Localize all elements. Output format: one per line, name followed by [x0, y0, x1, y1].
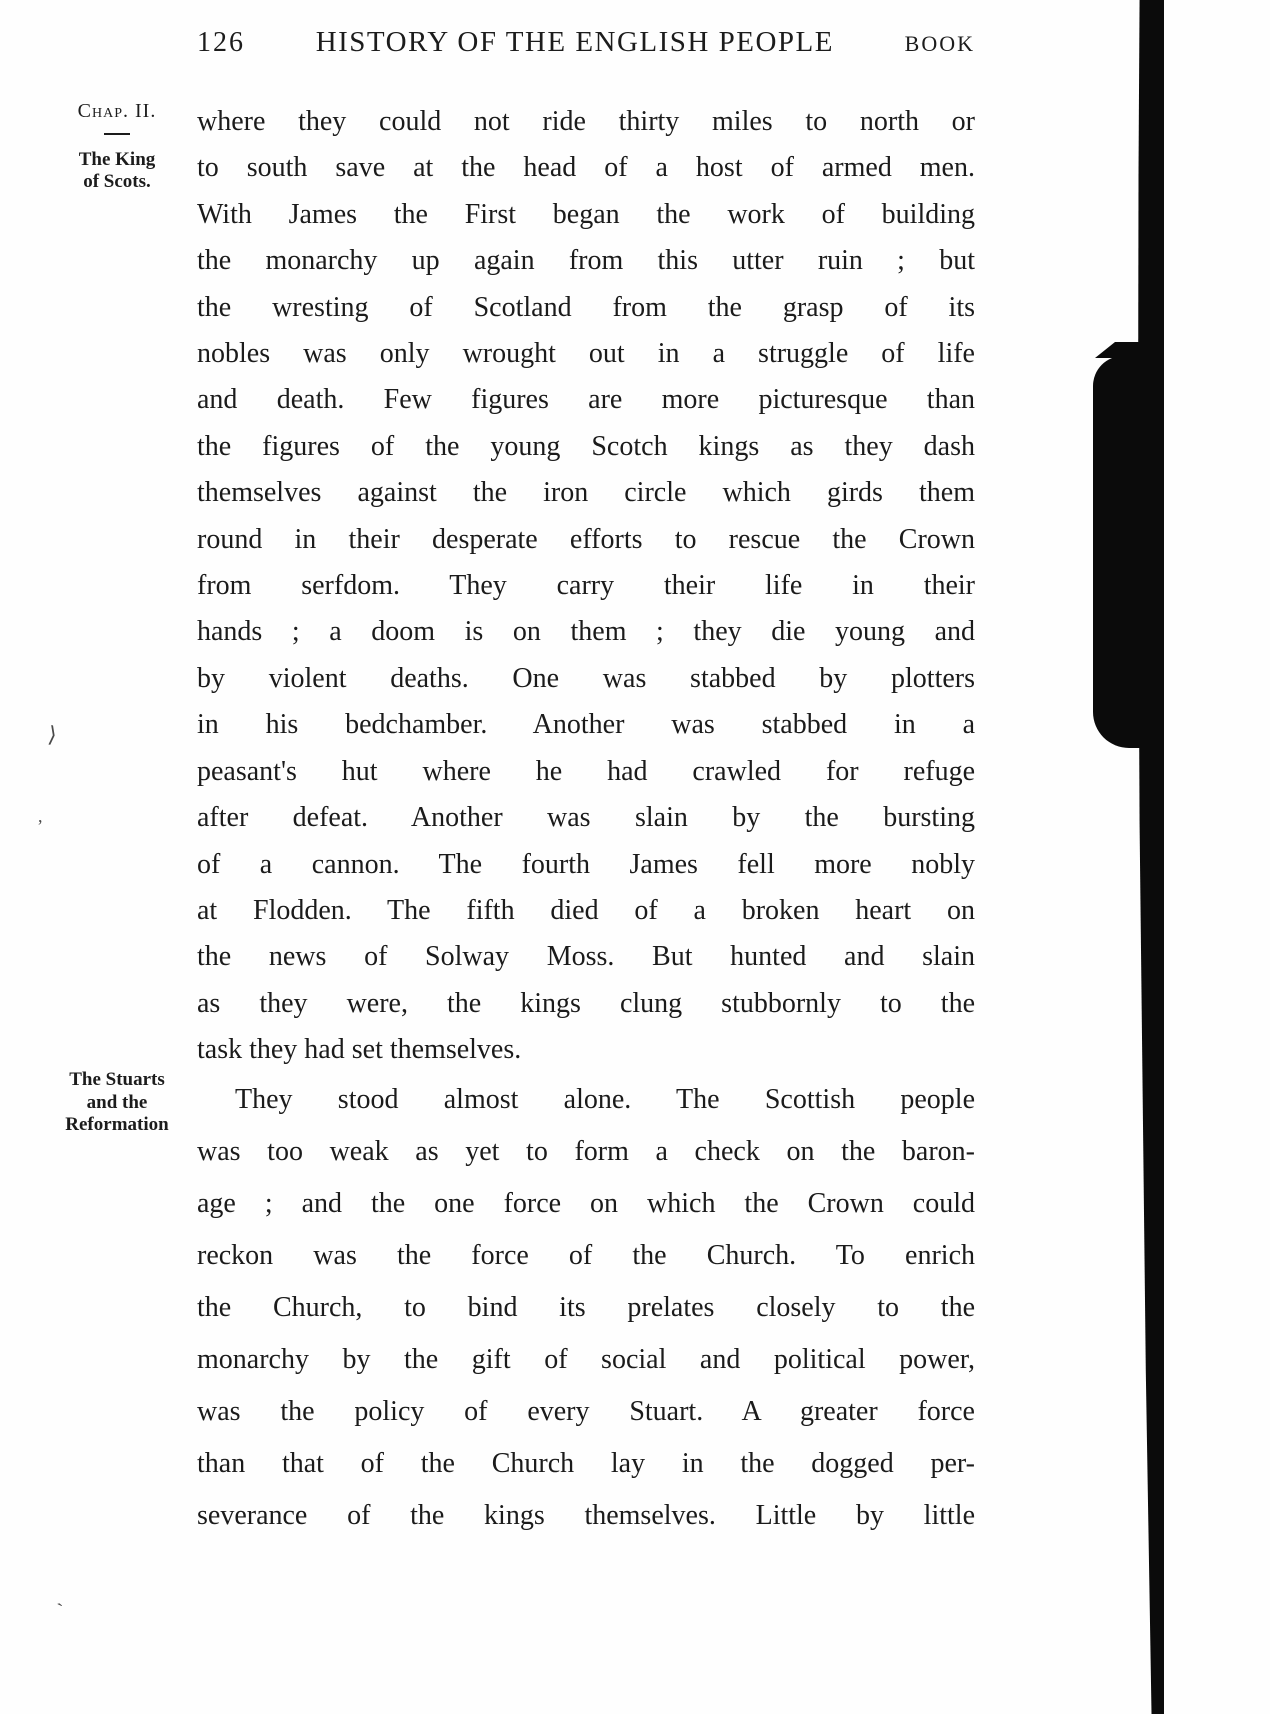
margin-note-line: and the — [86, 1091, 148, 1113]
scan-artifact: ⟩ — [46, 721, 59, 748]
text-line: age ; and the one force on which the Crown could — [197, 1187, 975, 1219]
text-line: from serfdom. They carry their life in their — [197, 570, 975, 602]
text-line: severance of the kings themselves. Little by little — [197, 1499, 975, 1531]
body-text — [197, 99, 975, 1542]
scan-binding-shadow-bulge — [1093, 356, 1163, 748]
book-label: BOOK — [904, 31, 975, 56]
text-line: the news of Solway Moss. But hunted and slain — [197, 941, 975, 973]
chapter-label: Chap. II. — [77, 100, 157, 122]
text-line: in his bedchamber. Another was stabbed in a — [197, 709, 975, 741]
text-line: They stood almost alone. The Scottish people — [235, 1083, 975, 1115]
text-line: the figures of the young Scotch kings as they dash — [197, 430, 975, 462]
margin-note-line: The Stuarts — [69, 1069, 165, 1090]
text-line: where they could not ride thirty miles to north or — [197, 106, 975, 137]
text-line: at Flodden. The fifth died of a broken heart on — [197, 894, 975, 926]
text-line: round in their desperate efforts to rescue the Crown — [197, 523, 975, 555]
text-line: the monarchy up again from this utter ruin ; but — [197, 245, 975, 277]
page-header — [197, 26, 975, 59]
text-line: to south save at the head of a host of armed men. — [197, 152, 975, 184]
text-line: as they were, the kings clung stubbornly to the — [197, 987, 975, 1019]
text-line: With James the First began the work of building — [197, 198, 975, 230]
text-line: task they had set themselves. — [197, 1034, 522, 1066]
text-line: was the policy of every Stuart. A greater force — [197, 1395, 975, 1427]
text-line: by violent deaths. One was stabbed by plotters — [197, 662, 975, 694]
paragraph — [197, 1074, 975, 1542]
margin-note-king-of-scots — [42, 149, 192, 193]
page-number: 126 — [197, 27, 245, 58]
margin-note-line: The King — [78, 149, 156, 170]
text-line: than that of the Church lay in the dogged per- — [197, 1447, 975, 1479]
text-line: was too weak as yet to form a check on the baron- — [197, 1135, 975, 1167]
scan-binding-shadow — [1138, 0, 1164, 1714]
text-line: after defeat. Another was slain by the bursting — [197, 802, 975, 834]
running-title: HISTORY OF THE ENGLISH PEOPLE — [315, 26, 834, 58]
text-line: monarchy by the gift of social and political power, — [197, 1343, 975, 1375]
scan-artifact: , — [38, 806, 43, 826]
chapter-rule — [104, 133, 130, 135]
text-line: and death. Few figures are more picturesque than — [197, 384, 975, 416]
text-line: nobles was only wrought out in a struggle of life — [197, 338, 975, 370]
text-line: peasant's hut where he had crawled for refuge — [197, 755, 975, 787]
text-line: of a cannon. The fourth James fell more nobly — [197, 848, 975, 880]
text-line: the wresting of Scotland from the grasp of its — [197, 291, 975, 323]
margin-note-line: Reformation — [65, 1114, 169, 1135]
text-line: reckon was the force of the Church. To enrich — [197, 1239, 975, 1271]
margin-note-line: of Scots. — [83, 171, 151, 192]
paragraph — [197, 99, 975, 1074]
text-line: themselves against the iron circle which girds them — [197, 477, 975, 509]
text-line: hands ; a doom is on them ; they die young and — [197, 616, 975, 648]
text-line: the Church, to bind its prelates closely to the — [197, 1291, 975, 1323]
margin-note-stuarts-reformation — [42, 1069, 192, 1137]
scan-artifact: ` — [55, 1599, 67, 1623]
margin-note-chapter — [42, 100, 192, 135]
